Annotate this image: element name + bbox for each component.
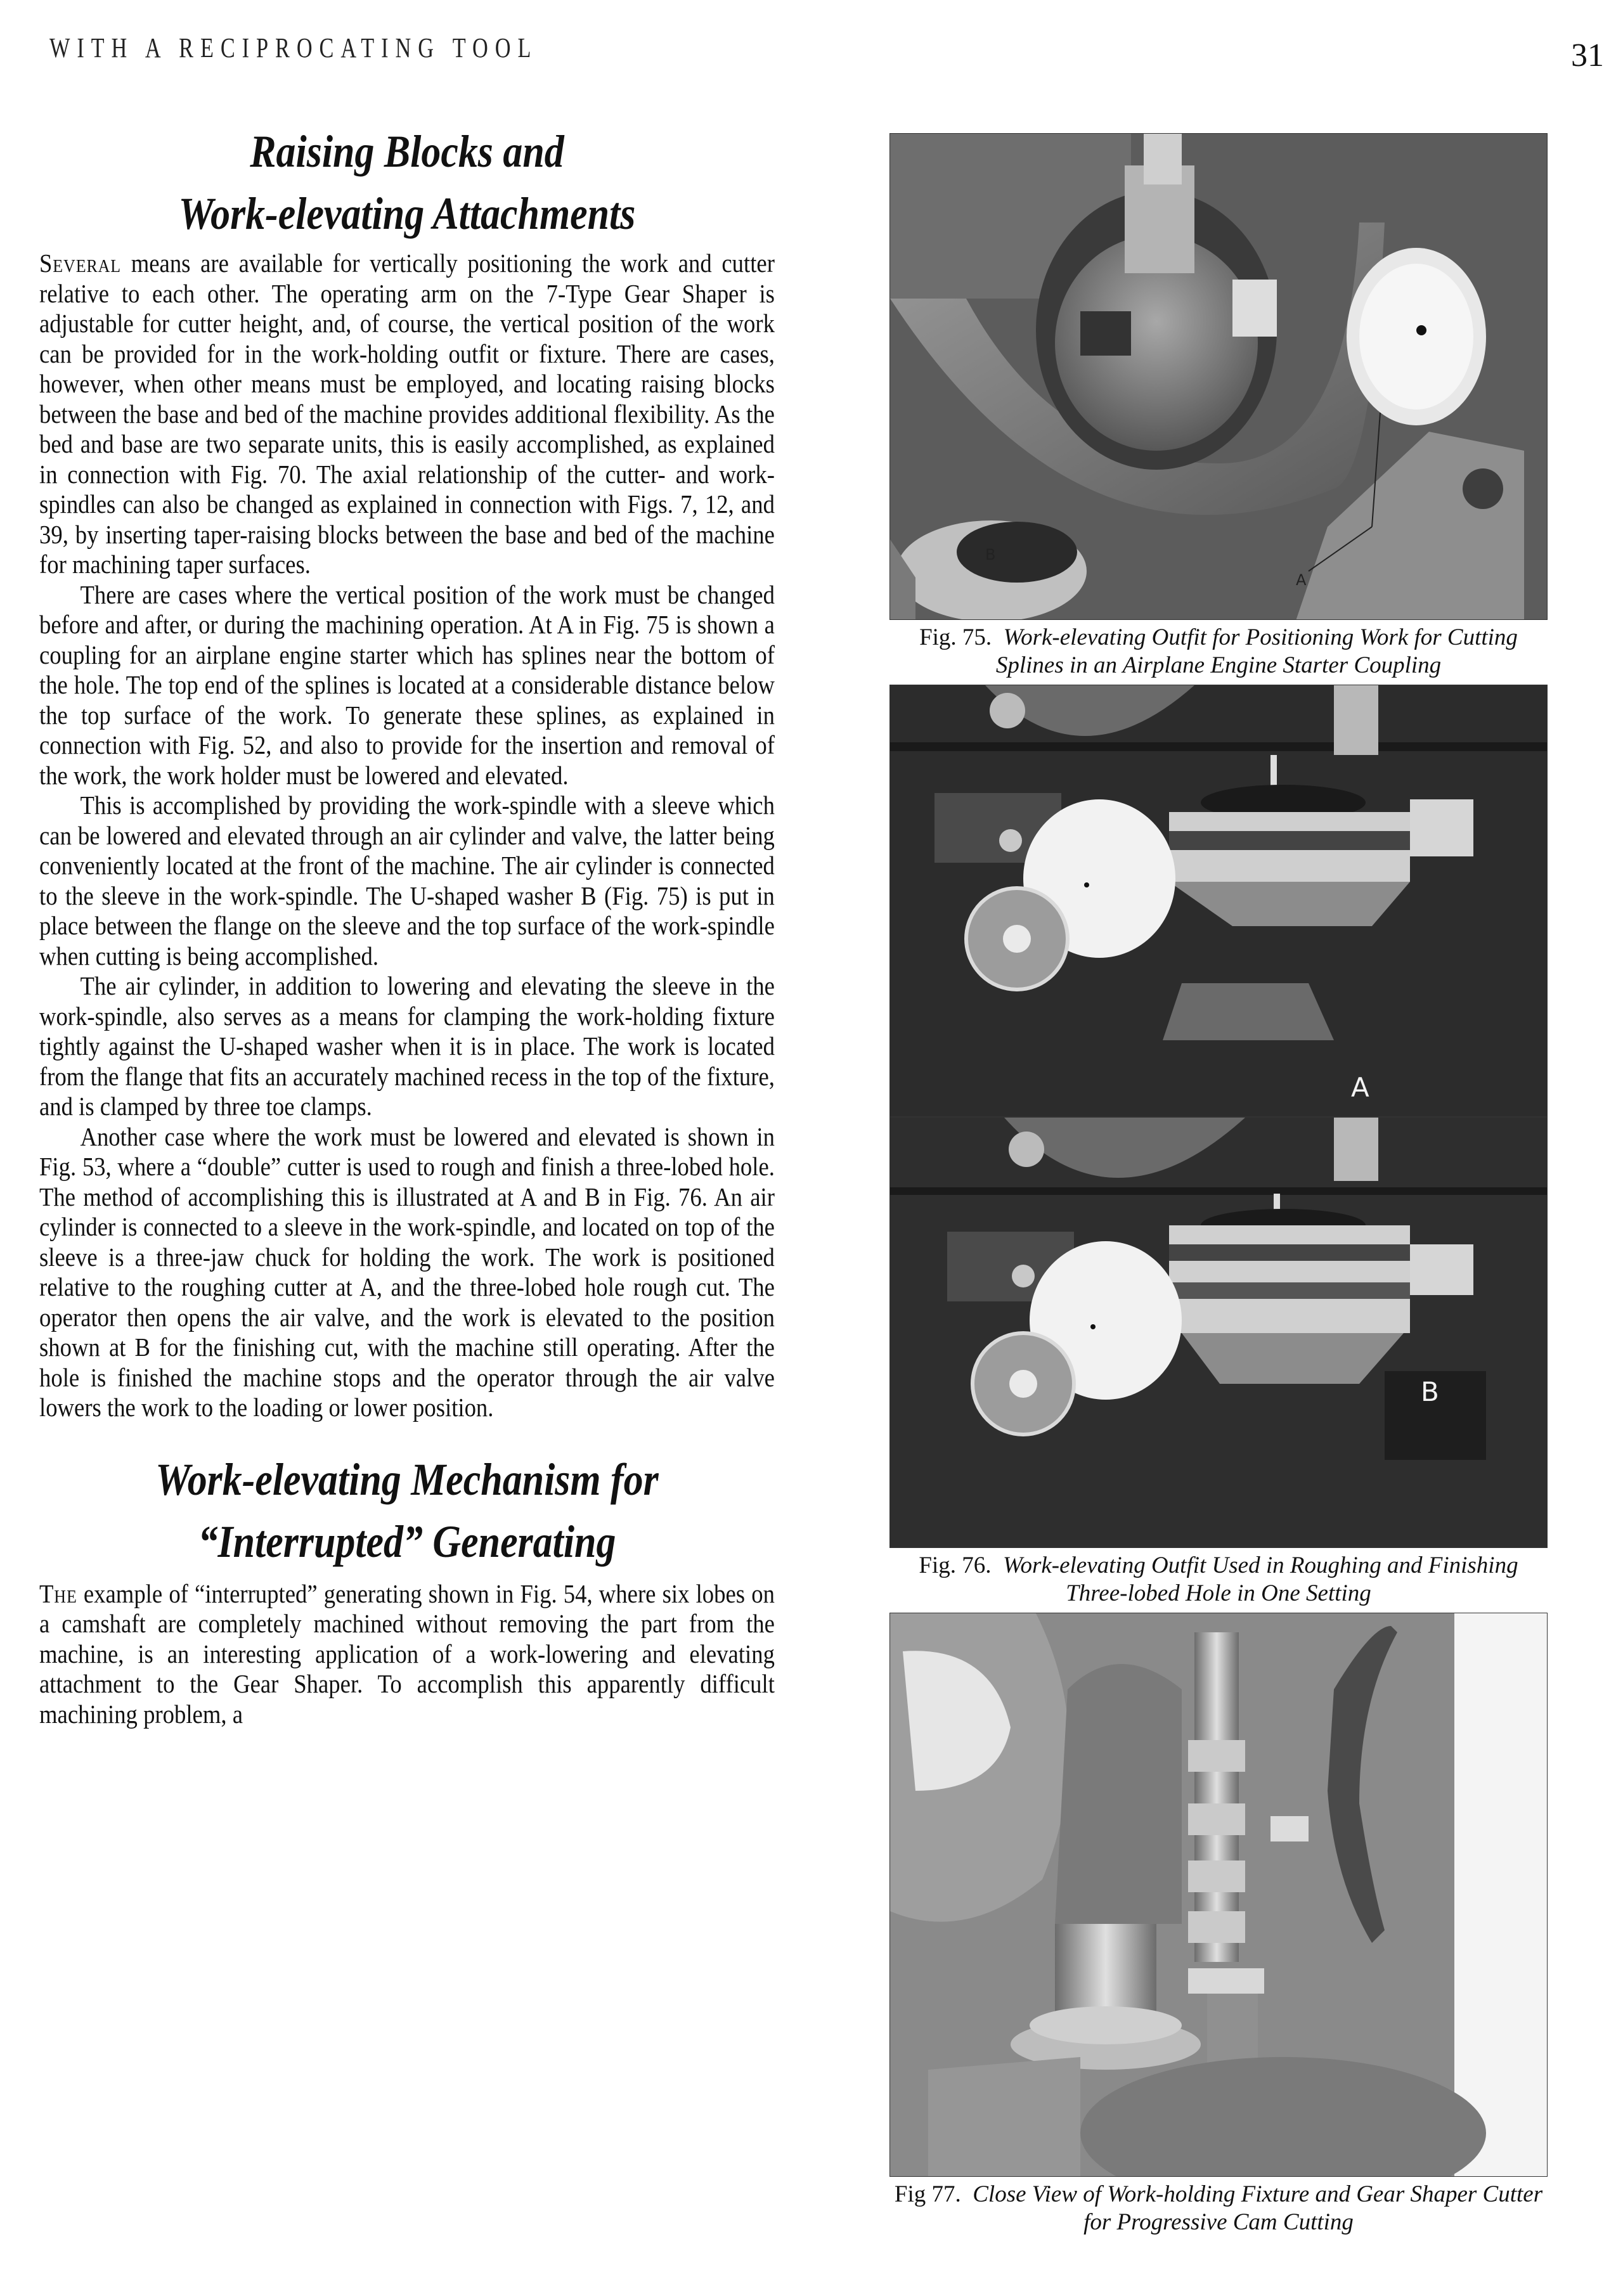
section-heading-interrupted-generating (91, 1448, 723, 1573)
section-heading-raising-blocks (91, 120, 723, 245)
paragraph (39, 1579, 775, 1730)
heading-line: Work-elevating Attachments (178, 188, 636, 239)
heading-line: Work-elevating Mechanism for (155, 1454, 659, 1505)
figure-75-photo (889, 133, 1548, 620)
figure-caption-text: Work-elevating Outfit for Positioning Work for Cutting Splines in an Airplane Engine Starter Coupling (995, 624, 1518, 678)
figure-75-caption (889, 620, 1548, 685)
running-head: WITH A RECIPROCATING TOOL (49, 32, 538, 63)
machine-photo-illustration (890, 1613, 1548, 2177)
paragraph-lead: The (39, 1578, 77, 1608)
paragraph: This is accomplished by providing the work-spindle with a sleeve which can be lowered and elevated through an air cylinder and valve, the latter being conveniently located at the front of the machine. The air cylinder is connected to the sleeve in the work-spindle. The U-shaped washer B (Fig. 75) is put in place between the flange on the sleeve and the top surface of the work-spindle when cutting is being accomplished. (39, 790, 775, 971)
paragraph: Another case where the work must be lowered and elevated is shown in Fig. 53, where a “double” cutter is used to rough and finish a three-lobed hole. The method of accomplishing this is illustrated at A and B in Fig. 76. An air cylinder is connected to a sleeve in the work-spindle, and located on top of the sleeve is a three-jaw chuck for holding the work. The work is positioned relative to the roughing cutter at A, and the three-lobed hole rough cut. The operator then opens the air valve, and the work is elevated to the position shown at B for the finishing cut, with the machine still operating. After the hole is finished the machine stops and the operator through the air valve lowers the work to the loading or lower position. (39, 1121, 775, 1422)
figure-number: Fig 77. (894, 2181, 961, 2207)
paragraph (39, 248, 775, 580)
figure-76a-photo (889, 685, 1548, 1117)
paragraph-text: example of “interrupted” generating shown in Fig. 54, where six lobes on a camshaft are completely machined without removing the part from the machine, is an interesting application of a work-lowering and elevating attachment to the Gear Shaper. To accomplish this apparently difficult machining problem, a (39, 1578, 775, 1729)
figure-76b-photo (889, 1117, 1548, 1548)
page-number: 31 (1571, 37, 1604, 74)
paragraph: There are cases where the vertical position of the work must be changed before and after, or during the machining operation. At A in Fig. 75 is shown a coupling for an airplane engine starter which has splines near the bottom of the hole. The top end of the splines is located at a considerable distance below the top surface of the work. To generate these splines, as explained in connection with Fig. 52, and also to provide for the insertion and removal of the work, the work holder must be lowered and elevated. (39, 579, 775, 790)
figure-76-caption (889, 1548, 1548, 1613)
machine-photo-illustration (890, 685, 1548, 1117)
figure-number: Fig. 76. (919, 1552, 992, 1578)
heading-line: “Interrupted” Generating (198, 1516, 616, 1567)
figure-caption-text: Work-elevating Outfit Used in Roughing and Finishing Three-lobed Hole in One Setting (1003, 1552, 1518, 1606)
figure-label: B (1421, 1376, 1439, 1407)
paragraph-text: means are available for vertically positioning the work and cutter relative to each other. The operating arm on the 7-Type Gear Shaper is adjustable for cutter height, and, of course, the vertical position of the work can be provided for in the work-holding outfit or fixture. There are cases, however, when other means must be employed, and locating raising blocks between the base and bed of the machine provides additional flexibility. As the bed and base are two separate units, this is easily accomplished, as explained in connection with Fig. 70. The axial relationship of the cutter- and work-spindles can also be changed as explained in connection with Figs. 7, 12, and 39, by inserting taper-raising blocks between the base and bed of the machine for machining taper surfaces. (39, 248, 775, 579)
section-body (39, 1579, 775, 1730)
figure-77-caption (889, 2177, 1548, 2241)
text-column (39, 120, 775, 1729)
paragraph-lead: Several (39, 248, 122, 278)
heading-line: Raising Blocks and (250, 126, 564, 177)
figure-number: Fig. 75. (919, 624, 992, 650)
figure-caption-text: Close View of Work-holding Fixture and Gear Shaper Cutter for Progressive Cam Cutting (973, 2181, 1543, 2235)
paragraph: The air cylinder, in addition to lowering and elevating the sleeve in the work-spindle, also serves as a means for clamping the work-holding fixture tightly against the U-shaped washer when it is in place. The work is located from the flange that fits an accurately machined recess in the top of the fixture, and is clamped by three toe clamps. (39, 971, 775, 1121)
figure-label: A (1351, 1072, 1369, 1103)
section-body (39, 248, 775, 1423)
figure-label: A (1296, 571, 1307, 589)
figure-label: B (985, 546, 996, 564)
machine-photo-illustration (890, 1118, 1548, 1548)
figure-77-photo (889, 1613, 1548, 2177)
figure-column (889, 133, 1548, 2241)
